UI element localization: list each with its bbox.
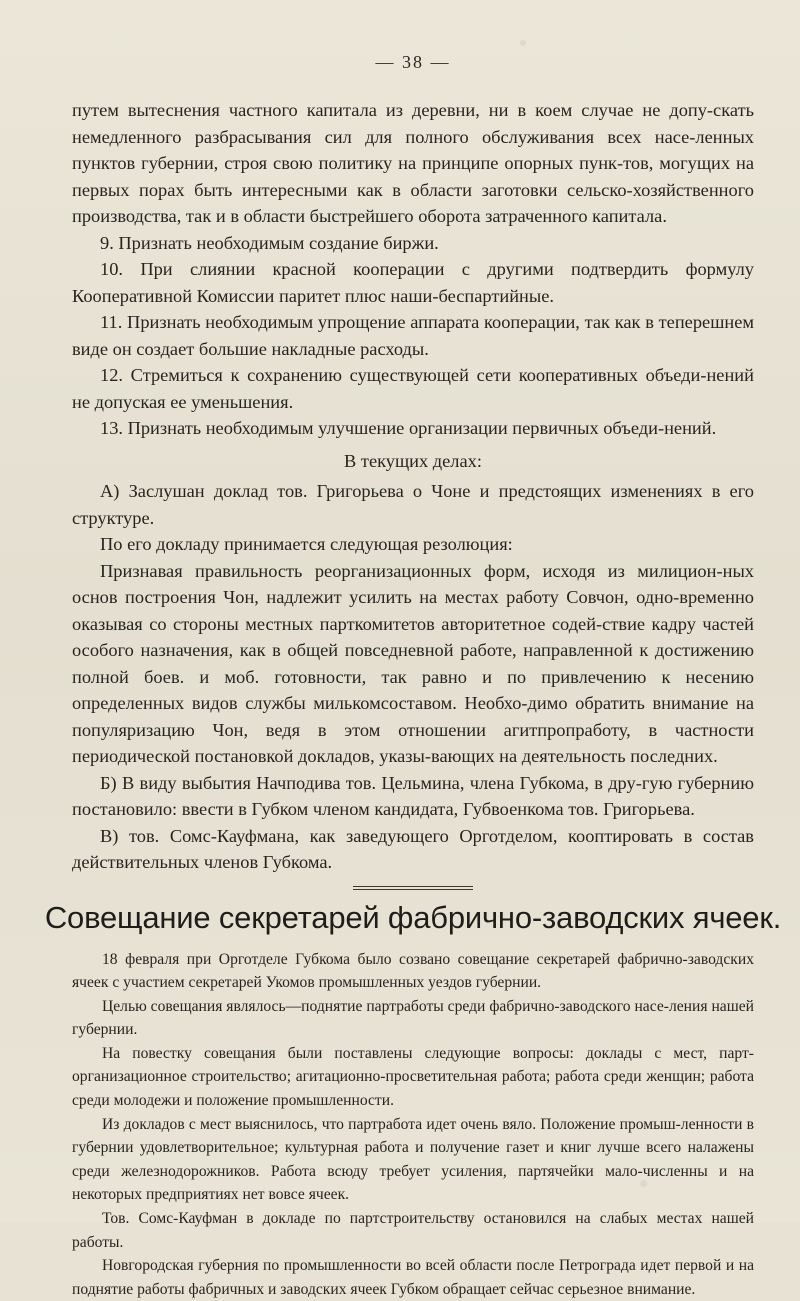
resolution-item-9: 9. Признать необходимым создание биржи.	[72, 230, 754, 257]
meeting-report	[72, 948, 754, 1301]
report-paragraph: Тов. Сомс-Кауфман в докладе по партстроительству остановился на слабых местах нашей работы.	[72, 1207, 754, 1254]
report-paragraph: На повестку совещания были поставлены следующие вопросы: доклады с мест, парт-организационное строительство; агитационно-просветительная работа; работа среди женщин; работа среди молодежи и положение промышленности.	[72, 1042, 754, 1113]
section-title: Совещание секретарей фабрично-заводских ячеек.	[42, 900, 784, 936]
page-content	[72, 52, 754, 1301]
item-v: В) тов. Сомс-Кауфмана, как заведующего Орготделом, кооптировать в состав действительных членов Губкома.	[72, 823, 754, 876]
item-a-intro: По его докладу принимается следующая резолюция:	[72, 531, 754, 558]
resolution-section	[72, 97, 754, 890]
resolution-item-12: 12. Стремиться к сохранению существующей сети кооперативных объеди-нений не допуская ее уменьшения.	[72, 362, 754, 415]
item-a: А) Заслушан доклад тов. Григорьева о Чоне и предстоящих изменениях в его структуре.	[72, 478, 754, 531]
report-paragraph: Из докладов с мест выяснилось, что партработа идет очень вяло. Положение промыш-ленности в губернии удовлетворительное; культурная работа и получение газет и книг лучше всего налажены среди железнодорожников. Работа всюду требует усиления, партячейки мало-численны и на некоторых предприятиях нет вовсе ячеек.	[72, 1113, 754, 1207]
report-paragraph: Целью совещания являлось—поднятие партработы среди фабрично-заводского насе-ления нашей губернии.	[72, 995, 754, 1042]
paper-speck	[520, 40, 526, 46]
current-affairs-heading: В текущих делах:	[72, 448, 754, 475]
page-number: — 38 —	[72, 52, 754, 73]
section-divider	[353, 886, 473, 890]
resolution-item-13: 13. Признать необходимым улучшение организации первичных объеди-нений.	[72, 415, 754, 442]
resolution-item-11: 11. Признать необходимым упрощение аппарата кооперации, так как в теперешнем виде он создает большие накладные расходы.	[72, 309, 754, 362]
report-paragraph: Новгородская губерния по промышленности во всей области после Петрограда идет первой и на поднятие работы фабричных и заводских ячеек Губком обращает сейчас серьезное внимание.	[72, 1254, 754, 1301]
report-paragraph: 18 февраля при Орготделе Губкома было созвано совещание секретарей фабрично-заводских ячеек с участием секретарей Укомов промышленных уездов губернии.	[72, 948, 754, 995]
item-a-resolution: Признавая правильность реорганизационных форм, исходя из милицион-ных основ построения Чон, надлежит усилить на местах работу Совчон, одно-временно оказывая со стороны местных парткомитетов авторитетное содей-ствие кадру частей особого назначения, как в общей повседневной работе, направленной к достижению полной боев. и моб. готовности, так равно и по привлечению к несению определенных видов службы милькомсоставом. Необхо-димо обратить внимание на популяризацию Чон, ведя в этом отношении агитпропработу, в частности периодической постановкой докладов, указы-вающих на деятельность последних.	[72, 558, 754, 770]
resolution-item-10: 10. При слиянии красной кооперации с другими подтвердить формулу Кооперативной Комиссии паритет плюс наши-беспартийные.	[72, 256, 754, 309]
paragraph-continuation: путем вытеснения частного капитала из деревни, ни в коем случае не допу-скать немедленного разбрасывания сил для полного обслуживания всех насе-ленных пунктов губернии, строя свою политику на принципе опорных пунк-тов, могущих на первых порах быть интересными как в области заготовки сельско-хозяйственного производства, так и в области быстрейшего оборота затраченного капитала.	[72, 97, 754, 230]
item-b: Б) В виду выбытия Начподива тов. Цельмина, члена Губкома, в дру-гую губернию постановило: ввести в Губком членом кандидата, Губвоенкома тов. Григорьева.	[72, 770, 754, 823]
